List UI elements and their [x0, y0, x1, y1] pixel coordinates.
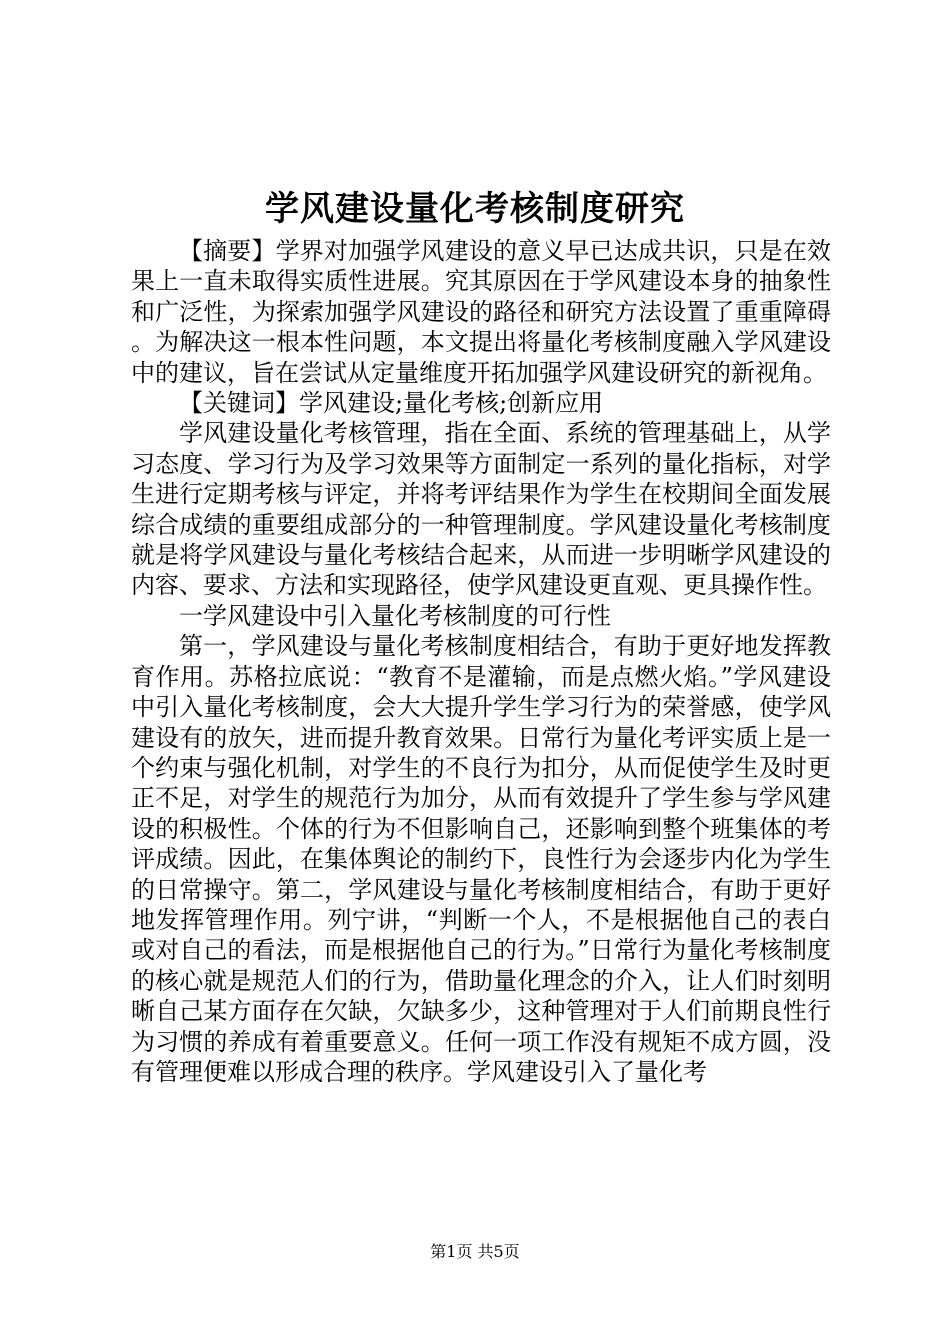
document-body: [131, 236, 831, 1087]
keywords-paragraph: 【关键词】学风建设;量化考核;创新应用: [179, 389, 604, 418]
abstract-paragraph: 【摘要】学界对加强学风建设的意义早已达成共识，只是在效果上一直未取得实质性进展。究其原因在于学风建设本身的抽象性和广泛性，为探索加强学风建设的路径和研究方法设置了重重障碍。为解决这一根本性问题，本文提出将量化考核制度融入学风建设中的建议，旨在尝试从定量维度开拓加强学风建设研究的新视角。: [131, 237, 831, 387]
page-footer: 第1页 共5页: [430, 1242, 520, 1261]
section-heading: 一学风建设中引入量化考核制度的可行性: [179, 601, 611, 630]
feasibility-paragraph: 第一，学风建设与量化考核制度相结合，有助于更好地发挥教育作用。苏格拉底说：“教育不是灌输，而是点燃火焰。”学风建设中引入量化考核制度，会大大提升学生学习行为的荣誉感，使学风建设有的放矢，进而提升教育效果。日常行为量化考评实质上是一个约束与强化机制，对学生的不良行为扣分，从而促使学生及时更正不足，对学生的规范行为加分，从而有效提升了学生参与学风建设的积极性。个体的行为不但影响自己，还影响到整个班集体的考评成绩。因此，在集体舆论的制约下，良性行为会逐步内化为学生的日常操守。第二，学风建设与量化考核制度相结合，有助于更好地发挥管理作用。列宁讲，“判断一个人，不是根据他自己的表白或对自己的看法，而是根据他自己的行为。”日常行为量化考核制度的核心就是规范人们的行为，借助量化理念的介入，让人们时刻明晰自己某方面存在欠缺，欠缺多少，这种管理对于人们前期良性行为习惯的养成有着重要意义。任何一项工作没有规矩不成方圆，没有管理便难以形成合理的秩序。学风建设引入了量化考: [131, 632, 831, 1086]
document-title: 学风建设量化考核制度研究: [265, 189, 685, 229]
definition-paragraph: 学风建设量化考核管理，指在全面、系统的管理基础上，从学习态度、学习行为及学习效果等方面制定一系列的量化指标，对学生进行定期考核与评定，并将考评结果作为学生在校期间全面发展综合成绩的重要组成部分的一种管理制度。学风建设量化考核制度就是将学风建设与量化考核结合起来，从而进一步明晰学风建设的内容、要求、方法和实现路径，使学风建设更直观、更具操作性。: [131, 419, 831, 600]
